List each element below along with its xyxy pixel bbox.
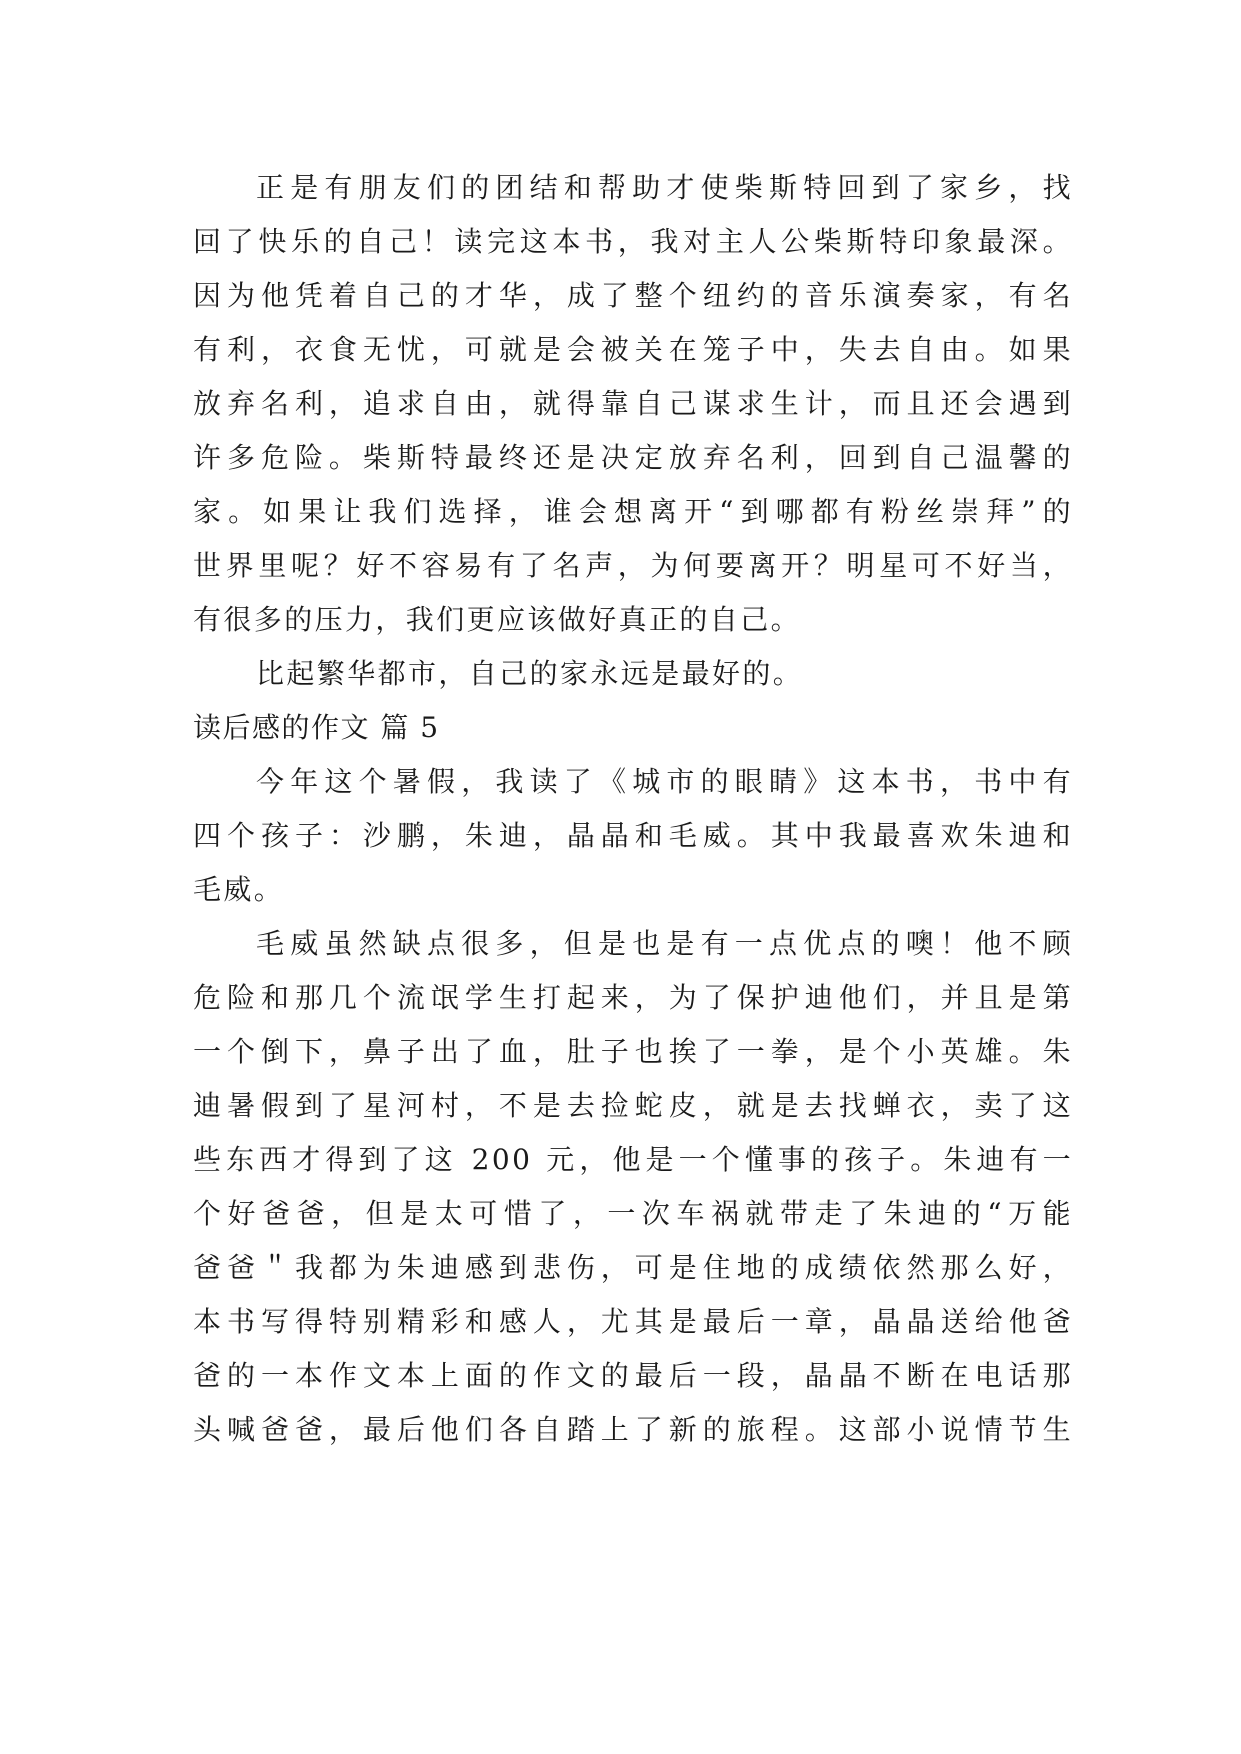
paragraph-line: 正是有朋友们的团结和帮助才使柴斯特回到了家乡，找 bbox=[256, 171, 1073, 204]
paragraph-line: 个好爸爸，但是太可惜了，一次车祸就带走了朱迪的“万能 bbox=[193, 1197, 1073, 1230]
paragraph-line: 本书写得特别精彩和感人，尤其是最后一章，晶晶送给他爸 bbox=[193, 1305, 1073, 1338]
paragraph-line: 迪暑假到了星河村，不是去捡蛇皮，就是去找蝉衣，卖了这 bbox=[193, 1089, 1073, 1122]
paragraph-line: 些东西才得到了这 200 元，他是一个懂事的孩子。朱迪有一 bbox=[193, 1143, 1073, 1176]
paragraph-line: 放弃名利，追求自由，就得靠自己谋求生计，而且还会遇到 bbox=[193, 387, 1073, 420]
paragraph-line: 许多危险。柴斯特最终还是决定放弃名利，回到自己温馨的 bbox=[193, 441, 1073, 474]
paragraph-line: 毛威。 bbox=[193, 873, 285, 906]
paragraph-line: 爸爸＂我都为朱迪感到悲伤，可是住地的成绩依然那么好， bbox=[193, 1251, 1073, 1284]
paragraph-line: 家。如果让我们选择，谁会想离开“到哪都有粉丝崇拜”的 bbox=[193, 495, 1073, 528]
paragraph-line: 今年这个暑假，我读了《城市的眼睛》这本书，书中有 bbox=[256, 765, 1073, 798]
paragraph-line: 毛威虽然缺点很多，但是也是有一点优点的噢！他不顾 bbox=[256, 927, 1073, 960]
paragraph-line: 世界里呢？好不容易有了名声，为何要离开？明星可不好当， bbox=[193, 549, 1073, 582]
paragraph-line: 因为他凭着自己的才华，成了整个纽约的音乐演奏家，有名 bbox=[193, 279, 1073, 312]
paragraph-line: 四个孩子：沙鹏，朱迪，晶晶和毛威。其中我最喜欢朱迪和 bbox=[193, 819, 1073, 852]
paragraph-line: 有利，衣食无忧，可就是会被关在笼子中，失去自由。如果 bbox=[193, 333, 1073, 366]
paragraph-line: 危险和那几个流氓学生打起来，为了保护迪他们，并且是第 bbox=[193, 981, 1073, 1014]
paragraph-line: 回了快乐的自己！读完这本书，我对主人公柴斯特印象最深。 bbox=[193, 225, 1073, 258]
paragraph-line: 有很多的压力，我们更应该做好真正的自己。 bbox=[193, 603, 802, 636]
section-heading: 读后感的作文 篇 5 bbox=[193, 711, 440, 744]
paragraph-line: 比起繁华都市，自己的家永远是最好的。 bbox=[256, 657, 804, 690]
paragraph-line: 一个倒下，鼻子出了血，肚子也挨了一拳，是个小英雄。朱 bbox=[193, 1035, 1073, 1068]
paragraph-line: 头喊爸爸，最后他们各自踏上了新的旅程。这部小说情节生 bbox=[193, 1413, 1073, 1446]
paragraph-line: 爸的一本作文本上面的作文的最后一段，晶晶不断在电话那 bbox=[193, 1359, 1073, 1392]
